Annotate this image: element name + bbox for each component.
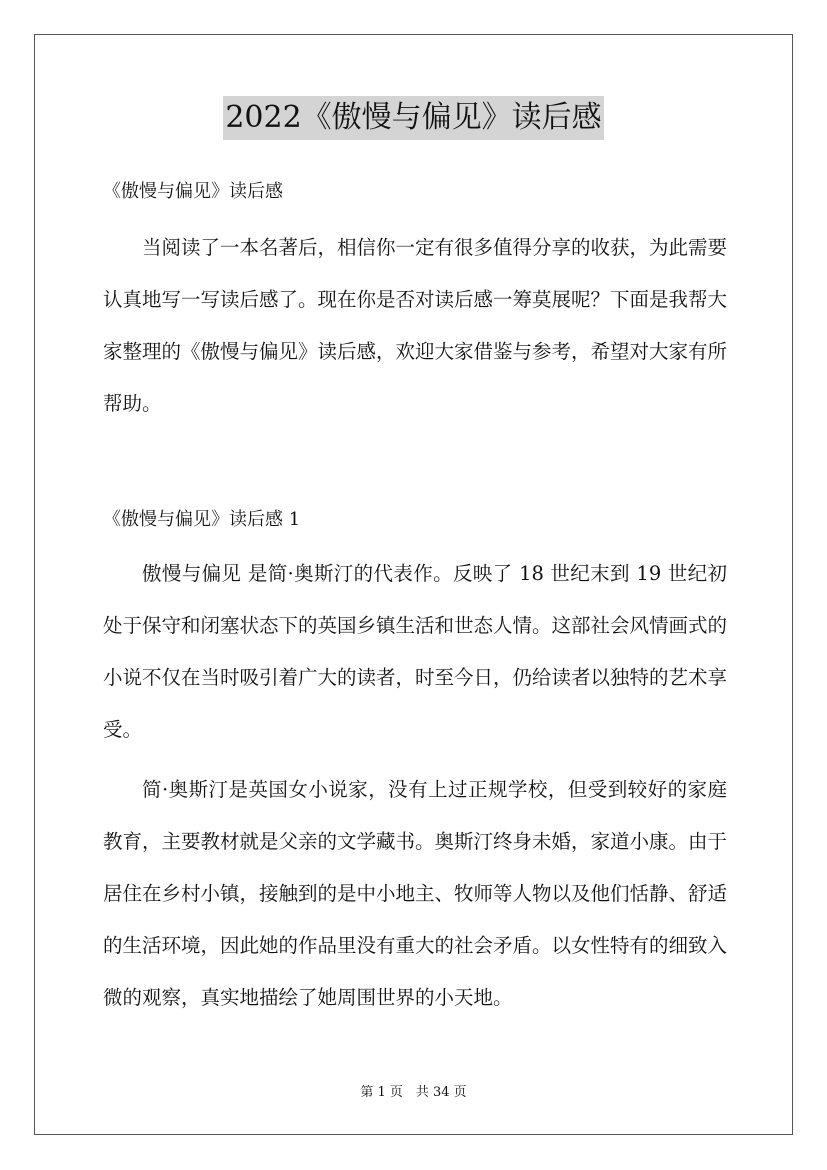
intro-heading: 《傲慢与偏见》读后感 bbox=[103, 181, 283, 202]
section1-paragraph-2: 简·奥斯汀是英国女小说家，没有上过正规学校，但受到较好的家庭教育，主要教材就是父亲的文学藏书。奥斯汀终身未婚，家道小康。由于居住在乡村小镇，接触到的是中小地主、牧师等人物以及他们恬静、舒适的生活环境，因此她的作品里没有重大的社会矛盾。以女性特有的细致入微的观察，真实地描绘了她周围世界的小天地。 bbox=[103, 778, 728, 1009]
intro-paragraph: 当阅读了一本名著后，相信你一定有很多值得分享的收获，为此需要认真地写一写读后感了。现在你是否对读后感一筹莫展呢？下面是我帮大家整理的《傲慢与偏见》读后感，欢迎大家借鉴与参考，希望对大家有所帮助。 bbox=[103, 236, 728, 415]
section1-paragraph-1: 傲慢与偏见 是简·奥斯汀的代表作。反映了 18 世纪末到 19 世纪初处于保守和闭塞状态下的英国乡镇生活和世态人情。这部社会风情画式的小说不仅在当时吸引着广大的读者，时至今日，仍给读者以独特的艺术享受。 bbox=[103, 562, 728, 741]
document-title: 2022《傲慢与偏见》读后感 bbox=[223, 96, 603, 140]
section1-heading: 《傲慢与偏见》读后感 1 bbox=[103, 509, 301, 530]
page-number-footer: 第 1 页 共 34 页 bbox=[360, 1085, 467, 1100]
title-container bbox=[0, 96, 827, 140]
